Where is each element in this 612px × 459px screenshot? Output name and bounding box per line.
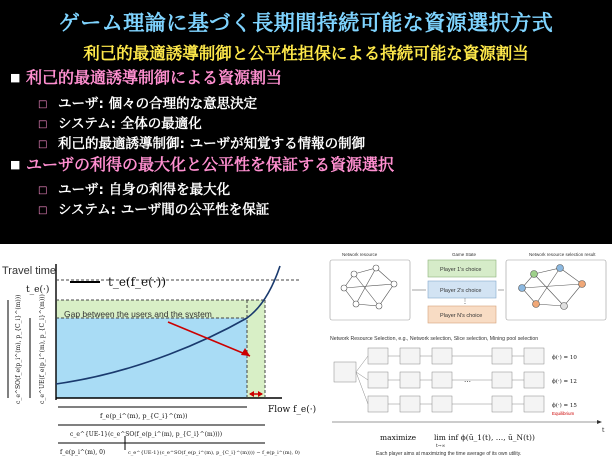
square-bullet-icon: ■ [10,71,21,84]
sub-bullet-1-3: □ 利己的最適誘導制御: ユーザが知覚する情報の制御 [38,136,366,152]
selection-caption: Network Resource Selection, e.g., Network selection, Slice selection, Mining pool selection [330,336,539,342]
equilibrium-label: Equilibrium [552,411,575,416]
time-arrow-icon [597,420,602,424]
slide-title: ゲーム理論に基づく長期間持続可能な資源選択方式 [58,11,554,35]
x-brace-bottom-left: f_e(p_i^(m), 0) [60,449,106,456]
hollow-square-icon: □ [38,139,48,150]
travel-time-figure [0,244,324,459]
hollow-square-icon: □ [38,205,48,216]
x-brace-bottom-right: c_e^{UE-1}(c_e^SO(f_e(p_i^(m), p_{C_i}^(m)))) − f_e(p_i^(m), 0) [128,450,300,456]
y-axis-label: Travel time [2,265,56,277]
phi-label-3: ϕ(·) = 15 [552,403,577,409]
player-2-label: Player 2's choice [440,288,482,294]
label-selection-result: Network resource selection result [529,252,596,257]
svg-text:⋯: ⋯ [464,379,471,386]
objective-formula: lim inf ϕ(ū_1(t), …, ū_N(t)) [434,433,535,442]
legend-label: t_e(f_e(·)) [108,275,167,289]
bullet-2 [10,152,394,175]
slide-subtitle: 利己的最適誘導制御と公平性担保による持続可能な資源割当 [83,44,529,63]
svg-text:⋮: ⋮ [462,299,468,305]
label-network-resource: Network resource [342,252,378,257]
y-axis-value: t_e(·) [26,285,50,295]
resource-selection-figure [324,244,612,459]
hollow-square-icon: □ [38,99,48,110]
sub-bullet-2-1: □ ユーザ: 自身の利得を最大化 [38,182,231,198]
label-game-state: Game State [452,252,477,257]
player-1-label: Player 1's choice [440,267,482,273]
gap-label: Gap between the users and the system [64,309,212,319]
figure-footer: Each player aims at maximizing the time average of its own utility. [376,451,522,457]
bullet-2-text: ユーザの利得の最大化と公平性を保証する資源選択 [26,155,395,174]
sub-bullet-1-1: □ ユーザ: 個々の合理的な意思決定 [38,96,258,112]
phi-label-1: ϕ(·) = 10 [552,355,577,361]
hollow-square-icon: □ [38,119,48,130]
x-brace-top: f_e(p_i^(m), p_{C_i}^(m)) [100,412,188,420]
blue-region [56,318,247,398]
objective-prefix: maximize [380,433,417,442]
bullet-1-text: 利己的最適誘導制御による資源割当 [26,68,283,87]
player-n-label: Player N's choice [440,313,483,319]
objective-sub: t→∞ [436,444,446,449]
sub-bullet-1-2: □ システム: 全体の最適化 [38,116,202,132]
x-axis-label: Flow f_e(·) [268,405,317,415]
square-bullet-icon: ■ [10,158,21,171]
time-axis-label: t [602,427,605,434]
y-tick-so: c_e^SO(f_e(p_i^(m), p_{C_i}^(m))) [15,294,22,404]
hollow-square-icon: □ [38,185,48,196]
bullet-1 [10,65,282,88]
phi-label-2: ϕ(·) = 12 [552,379,577,385]
y-tick-ue: c_e^UE(f_e(p_i^(m), p_{C_i}^(m))) [39,294,46,404]
x-brace-mid: c_e^{UE-1}(c_e^SO(f_e(p_i^(m), p_{C_i}^(m)))) [70,431,223,438]
sub-bullet-2-2: □ システム: ユーザ間の公平性を保証 [38,202,270,218]
